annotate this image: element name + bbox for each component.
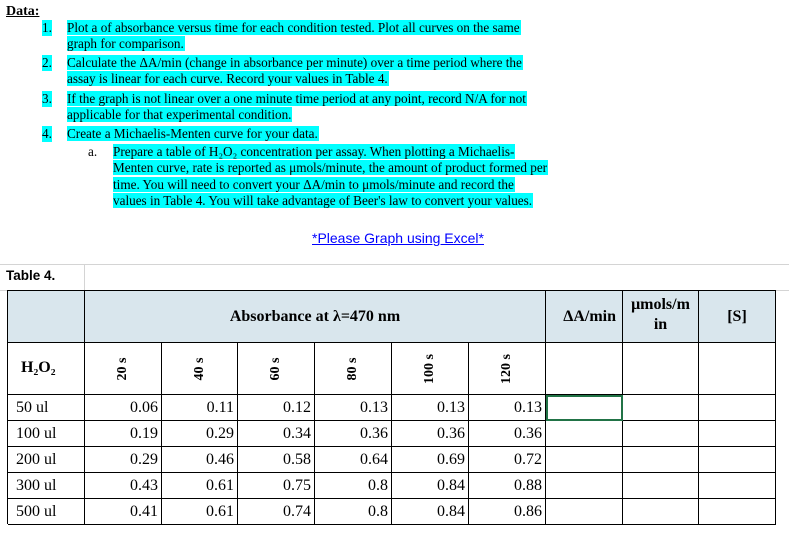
instruction-line: Create a Michaelis-Menten curve for your data.	[67, 126, 318, 141]
time-header-text: 80 s	[345, 357, 360, 380]
instruction-number: 2.	[42, 55, 52, 70]
empty-cell[interactable]	[699, 343, 776, 395]
empty-cell[interactable]	[546, 421, 623, 447]
time-header-40s	[162, 343, 238, 395]
absorbance-value-cell[interactable]: 0.13	[392, 395, 469, 421]
instruction-line: values in Table 4. You will take advantage of Beer's law to convert your values.	[113, 192, 533, 208]
absorbance-value-cell[interactable]: 0.29	[162, 421, 238, 447]
s-header-text: [S]	[727, 308, 747, 325]
row-label[interactable]: 100 ul	[8, 421, 85, 447]
time-header-80s	[315, 343, 392, 395]
absorbance-value-cell[interactable]: 0.64	[315, 447, 392, 473]
instruction-line: time. You will need to convert your ΔA/min to μmols/minute and record the	[113, 176, 514, 192]
empty-cell[interactable]	[623, 473, 699, 499]
delta-a-header-text: ΔA/min	[563, 308, 616, 325]
data-heading: Data:	[6, 4, 40, 19]
empty-cell[interactable]	[546, 473, 623, 499]
instruction-line: Plot a of absorbance versus time for each condition tested. Plot all curves on the same	[67, 20, 520, 35]
absorbance-value-cell[interactable]: 0.8	[315, 499, 392, 525]
instruction-line: Menten curve, rate is reported as μmols/minute, the amount of product formed per	[113, 160, 548, 176]
instruction-number: 3.	[42, 91, 52, 106]
instruction-line: If the graph is not linear over a one minute time period at any point, record N/A for not	[67, 91, 526, 106]
instruction-number: 1.	[42, 20, 52, 35]
absorbance-value-cell[interactable]: 0.43	[85, 473, 162, 499]
excel-graph-note[interactable]: *Please Graph using Excel*	[312, 230, 484, 246]
empty-cell[interactable]	[699, 499, 776, 525]
absorbance-value-cell[interactable]: 0.69	[392, 447, 469, 473]
row-label[interactable]: 300 ul	[8, 473, 85, 499]
empty-cell[interactable]	[623, 343, 699, 395]
absorbance-value-cell[interactable]: 0.84	[392, 473, 469, 499]
time-header-60s	[238, 343, 315, 395]
absorbance-value-cell[interactable]: 0.13	[469, 395, 546, 421]
instruction-line: applicable for that experimental condition.	[67, 107, 292, 123]
time-header-120s	[469, 343, 546, 395]
row-label[interactable]: 500 ul	[8, 499, 85, 525]
empty-cell[interactable]	[623, 447, 699, 473]
instruction-line: graph for comparison.	[67, 36, 184, 52]
empty-cell[interactable]	[699, 473, 776, 499]
selected-cell[interactable]	[546, 395, 623, 421]
umol-header-line: μmols/m	[631, 296, 690, 313]
instruction-line: assay is linear for each curve. Record your values in Table 4.	[67, 71, 388, 87]
time-header-text: 20 s	[115, 357, 130, 380]
absorbance-value-cell[interactable]: 0.36	[469, 421, 546, 447]
empty-cell[interactable]	[546, 447, 623, 473]
absorbance-value-cell[interactable]: 0.06	[85, 395, 162, 421]
empty-cell[interactable]	[546, 499, 623, 525]
absorbance-value-cell[interactable]: 0.58	[238, 447, 315, 473]
absorbance-value-cell[interactable]: 0.34	[238, 421, 315, 447]
h2o2-header	[8, 343, 85, 395]
row-label[interactable]: 50 ul	[8, 395, 85, 421]
empty-cell[interactable]	[546, 343, 623, 395]
h2o2-header-text: H₂O₂	[21, 359, 56, 376]
absorbance-value-cell[interactable]: 0.11	[162, 395, 238, 421]
time-header-20s	[85, 343, 162, 395]
absorbance-value-cell[interactable]: 0.12	[238, 395, 315, 421]
absorbance-value-cell[interactable]: 0.29	[85, 447, 162, 473]
absorbance-value-cell[interactable]: 0.46	[162, 447, 238, 473]
absorbance-value-cell[interactable]: 0.86	[469, 499, 546, 525]
absorbance-value-cell[interactable]: 0.61	[162, 473, 238, 499]
time-header-text: 60 s	[268, 357, 283, 380]
empty-cell[interactable]	[699, 395, 776, 421]
s-header	[699, 291, 776, 343]
instruction-number: a.	[88, 144, 98, 159]
absorbance-value-cell[interactable]: 0.74	[238, 499, 315, 525]
absorbance-value-cell[interactable]: 0.84	[392, 499, 469, 525]
absorbance-value-cell[interactable]: 0.72	[469, 447, 546, 473]
empty-cell[interactable]	[623, 395, 699, 421]
time-header-text: 120 s	[499, 353, 514, 384]
empty-cell[interactable]	[699, 421, 776, 447]
absorbance-value-cell[interactable]: 0.41	[85, 499, 162, 525]
absorbance-value-cell[interactable]: 0.36	[315, 421, 392, 447]
instruction-line: Prepare a table of H₂O₂ concentration per assay. When plotting a Michaelis-	[113, 144, 515, 159]
absorbance-value-cell[interactable]: 0.8	[315, 473, 392, 499]
umol-header	[623, 291, 699, 343]
empty-cell[interactable]	[699, 447, 776, 473]
time-header-text: 100 s	[422, 353, 437, 384]
empty-cell[interactable]	[623, 499, 699, 525]
instruction-number: 4.	[42, 126, 52, 141]
empty-cell[interactable]	[623, 421, 699, 447]
absorbance-header	[85, 291, 546, 343]
absorbance-value-cell[interactable]: 0.19	[85, 421, 162, 447]
absorbance-value-cell[interactable]: 0.61	[162, 499, 238, 525]
table-label: Table 4.	[6, 268, 56, 283]
instruction-line: Calculate the ΔA/min (change in absorbance per minute) over a time period where the	[67, 55, 522, 70]
delta-a-header	[546, 291, 623, 343]
time-header-text: 40 s	[191, 357, 207, 380]
absorbance-value-cell[interactable]: 0.13	[315, 395, 392, 421]
umol-header-line: in	[653, 316, 668, 333]
table-corner-cell	[8, 291, 85, 343]
time-header-100s	[392, 343, 469, 395]
absorbance-value-cell[interactable]: 0.36	[392, 421, 469, 447]
row-label[interactable]: 200 ul	[8, 447, 85, 473]
absorbance-value-cell[interactable]: 0.88	[469, 473, 546, 499]
absorbance-header-text: Absorbance at λ=470 nm	[229, 308, 401, 325]
absorbance-value-cell[interactable]: 0.75	[238, 473, 315, 499]
